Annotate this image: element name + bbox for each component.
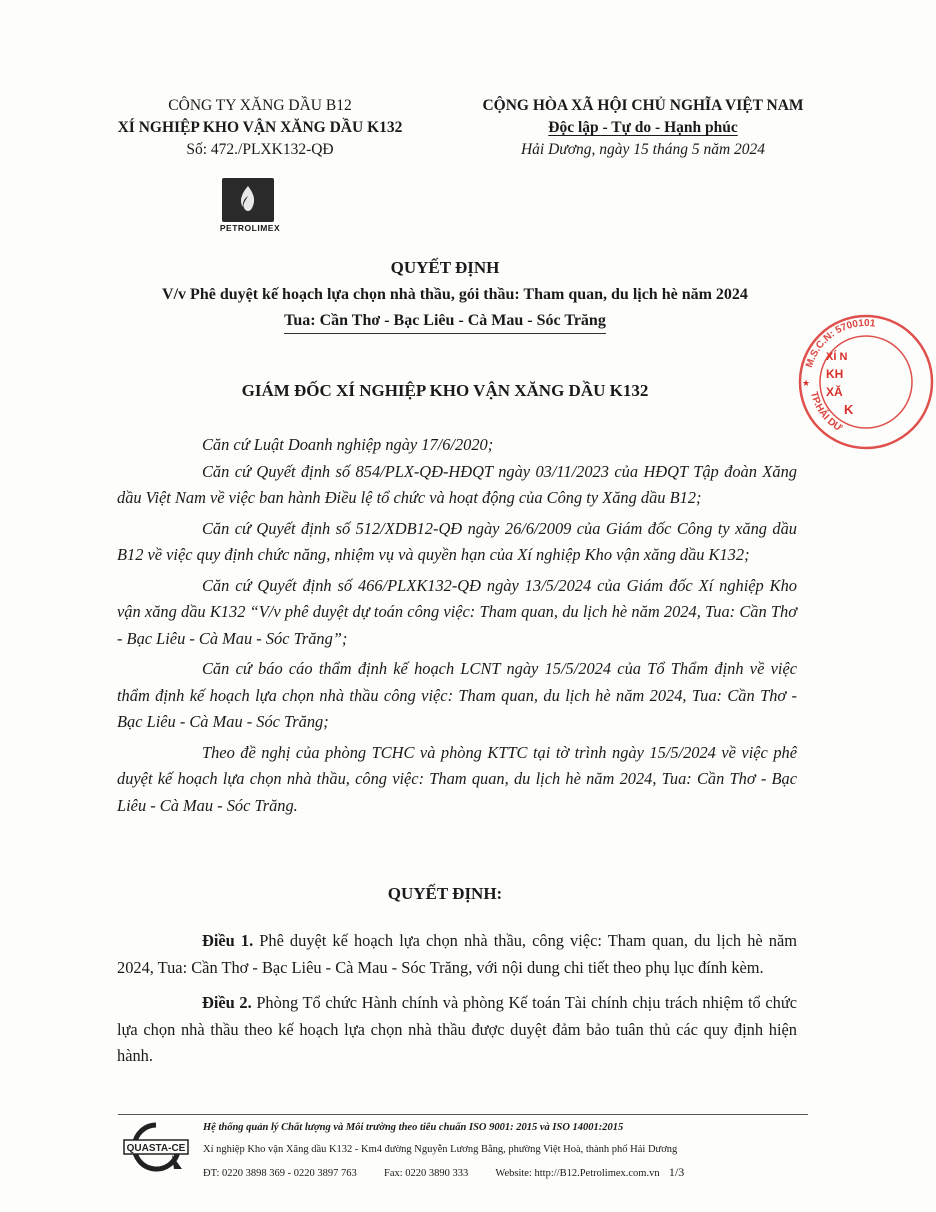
footer-address: Xí nghiệp Kho vận Xăng dầu K132 - Km4 đường Nguyễn Lương Bằng, phường Việt Hoà, thành phố Hải Dương (203, 1144, 678, 1155)
decide-heading: QUYẾT ĐỊNH: (387, 884, 503, 903)
preamble-item: Theo đề nghị của phòng TCHC và phòng KTTC tại tờ trình ngày 15/5/2024 về việc phê duyệt kế hoạch lựa chọn nhà thầu, công việc: Tham quan, du lịch hè năm 2024, Tua: Cần Thơ - Bạc Liêu - Cà Mau - Sóc Trăng. (117, 742, 797, 815)
quasta-logo-text: QUASTA-CE (126, 1143, 186, 1154)
preamble-item: Căn cứ Quyết định số 854/PLX-QĐ-HĐQT ngày 03/11/2023 của HĐQT Tập đoàn Xăng dầu Việt Nam về việc ban hành Điều lệ tổ chức và hoạt động của Công ty Xăng dầu B12; (117, 461, 797, 507)
red-seal-stamp (796, 312, 936, 452)
place-date: Hải Dương, ngày 15 tháng 5 năm 2024 (520, 141, 766, 158)
stamp-inner-line3: XĂ (826, 385, 843, 399)
article-text: Phê duyệt kế hoạch lựa chọn nhà thầu, công việc: Tham quan, du lịch hè năm 2024, Tua: Cần Thơ - Bạc Liêu - Cà Mau - Sóc Trăng, với nội dung chi tiết theo phụ lục đính kèm. (117, 931, 797, 977)
footer-text (203, 1117, 803, 1185)
stamp-bottom-text: TP.HẢI DƯ (807, 390, 844, 435)
article-item (117, 928, 797, 981)
stamp-star-icon: ★ (802, 378, 811, 388)
footer-fax: Fax: 0220 3890 333 (384, 1168, 469, 1179)
right-header (438, 95, 848, 161)
petrolimex-logo-icon (222, 178, 274, 222)
article-label: Điều 1. (202, 931, 254, 950)
preamble-list (117, 432, 797, 819)
article-label: Điều 2. (202, 993, 252, 1012)
motto: Độc lập - Tự do - Hạnh phúc (548, 119, 738, 136)
doc-number: Số: 472./PLXK132-QĐ (186, 141, 334, 158)
preamble-item: Căn cứ báo cáo thẩm định kế hoạch LCNT ngày 15/5/2024 của Tổ Thẩm định về việc thẩm định kế hoạch lựa chọn nhà thầu công việc: Tham quan, du lịch hè năm 2024, Tua: Cần Thơ - Bạc Liêu - Cà Mau - Sóc Trăng; (117, 659, 797, 731)
stamp-clip (796, 312, 876, 452)
footer-iso: Hệ thống quản lý Chất lượng và Môi trường theo tiêu chuẩn ISO 9001: 2015 và ISO 14001:2015 (203, 1122, 624, 1133)
decision-title: QUYẾT ĐỊNH (390, 258, 500, 277)
decision-subject-line1: V/v Phê duyệt kế hoạch lựa chọn nhà thầu, gói thầu: Tham quan, du lịch hè năm 2024 (162, 286, 748, 303)
article-text: Phòng Tổ chức Hành chính và phòng Kế toán Tài chính chịu trách nhiệm tổ chức lựa chọn nhà thầu theo kế hoạch lựa chọn nhà thầu được duyệt đảm bảo tuân thủ các quy định hiện hành. (117, 993, 797, 1065)
preamble-item: Căn cứ Quyết định số 512/XDB12-QĐ ngày 26/6/2009 của Giám đốc Công ty xăng dầu B12 về việc quy định chức năng, nhiệm vụ và quyền hạn của Xí nghiệp Kho vận xăng dầu K132; (117, 518, 797, 564)
article-item (117, 990, 797, 1070)
petrolimex-logo-text: PETROLIMEX (219, 223, 281, 233)
quasta-logo-icon (120, 1121, 192, 1173)
footer-divider (118, 1114, 808, 1115)
authority-title: GIÁM ĐỐC XÍ NGHIỆP KHO VẬN XĂNG DẦU K132 (241, 381, 649, 400)
stamp-inner-line4: K (844, 402, 854, 417)
nation-title: CỘNG HÒA XÃ HỘI CHỦ NGHĨA VIỆT NAM (482, 97, 804, 114)
company-name: CÔNG TY XĂNG DẦU B12 (168, 97, 352, 114)
decision-subject-line2: Tua: Cần Thơ - Bạc Liêu - Cà Mau - Sóc Trăng (284, 312, 606, 334)
footer-page-number: 1/3 (668, 1165, 685, 1179)
stamp-inner-line1: XÍ N (826, 351, 848, 363)
stamp-ring-text: M.S.C.N: 5700101 (804, 317, 876, 370)
enterprise-name: XÍ NGHIỆP KHO VẬN XĂNG DẦU K132 (117, 119, 403, 136)
preamble-item: Căn cứ Quyết định số 466/PLXK132-QĐ ngày 13/5/2024 của Giám đốc Xí nghiệp Kho vận xăng dầu K132 “V/v phê duyệt dự toán công việc: Tham quan, du lịch hè năm 2024, Tua: Cần Thơ - Bạc Liêu - Cà Mau - Sóc Trăng”; (117, 575, 797, 648)
footer-website[interactable]: Website: http://B12.Petrolimex.com.vn (495, 1168, 660, 1179)
left-header (80, 95, 440, 161)
footer-phone: ĐT: 0220 3898 369 - 0220 3897 763 (203, 1168, 357, 1179)
stamp-inner-line2: KH (826, 367, 844, 381)
article-list (117, 928, 797, 1079)
preamble-item: Căn cứ Luật Doanh nghiệp ngày 17/6/2020; (202, 435, 494, 454)
